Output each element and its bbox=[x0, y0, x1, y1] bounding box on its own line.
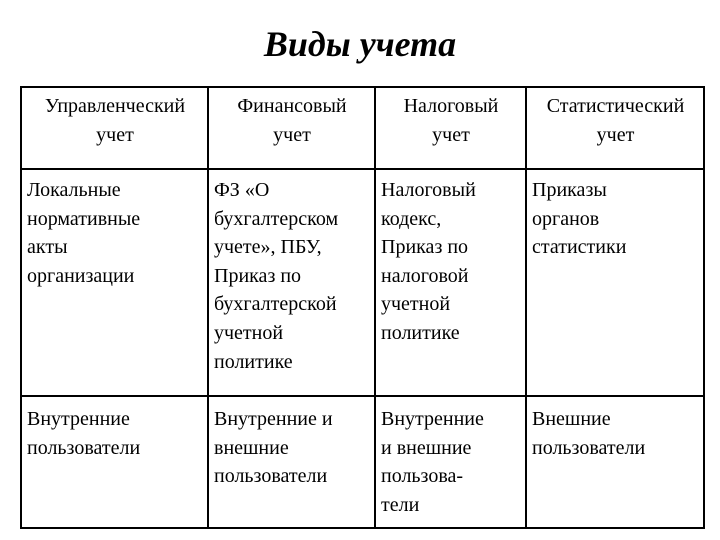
header-financial-accounting: Финансовый учет bbox=[208, 87, 375, 169]
table-cell: Внешние пользователи bbox=[526, 396, 704, 528]
table-cell: Внутренние и внешние пользователи bbox=[208, 396, 375, 528]
table-cell: Приказы органов статистики bbox=[526, 169, 704, 396]
table-row-users bbox=[21, 396, 704, 528]
header-statistical-accounting: Статистический учет bbox=[526, 87, 704, 169]
accounting-types-table bbox=[20, 86, 705, 529]
header-tax-accounting: Налоговый учет bbox=[375, 87, 526, 169]
table-header-row bbox=[21, 87, 704, 169]
page-title: Виды учета bbox=[263, 24, 457, 64]
table-cell: ФЗ «О бухгалтерском учете», ПБУ, Приказ по бухгалтерской учетной политике bbox=[208, 169, 375, 396]
header-management-accounting: Управленческий учет bbox=[21, 87, 208, 169]
table-cell: Налоговый кодекс, Приказ по налоговой учетной политике bbox=[375, 169, 526, 396]
table-cell: Внутренние пользователи bbox=[21, 396, 208, 528]
table-cell: Внутренние и внешние пользова- тели bbox=[375, 396, 526, 528]
table-row-regulations bbox=[21, 169, 704, 396]
table-cell: Локальные нормативные акты организации bbox=[21, 169, 208, 396]
